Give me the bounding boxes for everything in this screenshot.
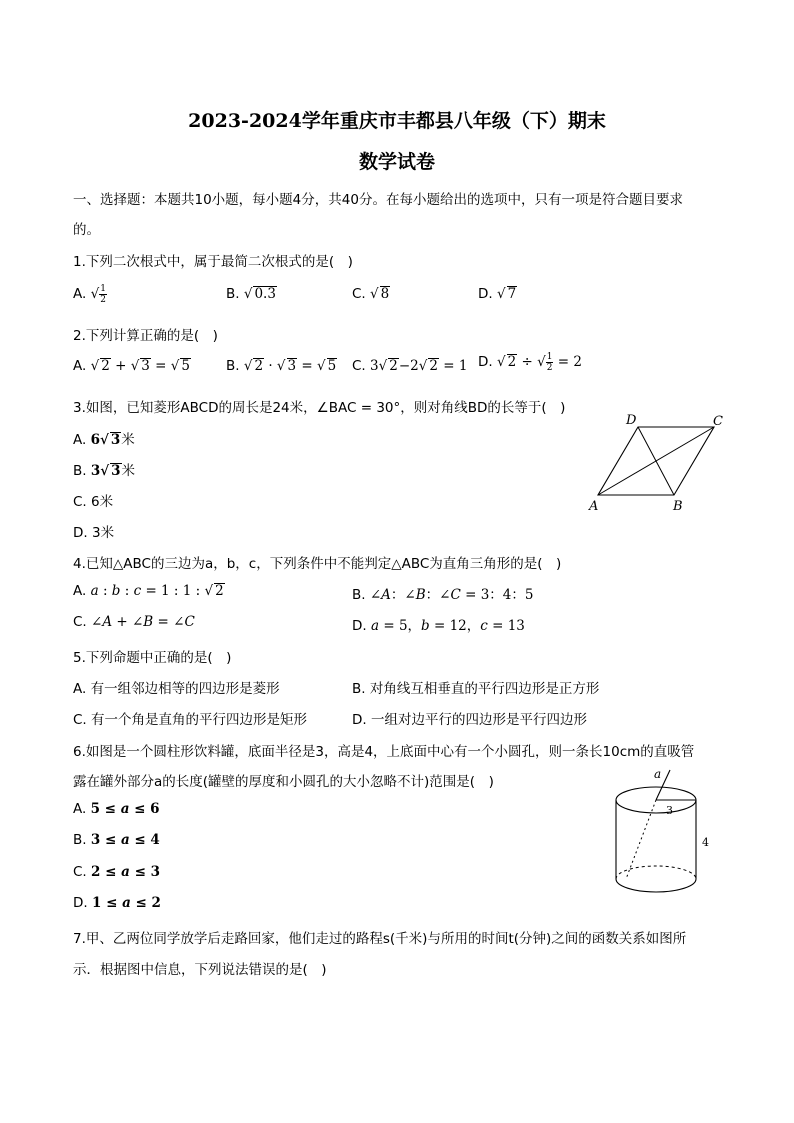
q3-option-c-label: C. xyxy=(73,494,87,510)
q7-stem-line2: 示．根据图中信息，下列说法错误的是( ) xyxy=(73,962,327,978)
q3-option-b: B. 3√ 3米 xyxy=(73,463,136,479)
q2-option-b-label: B. xyxy=(226,358,240,374)
q1-option-b-label: B. xyxy=(226,286,240,302)
q6-option-d-label: D. xyxy=(73,895,88,911)
straw-label-a: a xyxy=(654,767,662,781)
q1-option-c: C. √ 8 xyxy=(352,286,390,302)
q4-stem: 4.已知△ABC的三边为a，b，c，下列条件中不能判定△ABC为直角三角形的是( ) xyxy=(73,556,562,572)
q1-option-d-label: D. xyxy=(478,286,493,302)
q5-option-b-text: 对角线互相垂直的平行四边形是正方形 xyxy=(369,681,600,697)
q3-option-d xyxy=(73,521,114,541)
q5-option-c-text: 有一个角是直角的平行四边形是矩形 xyxy=(91,712,308,728)
q3-option-c-text: 6米 xyxy=(91,494,114,510)
section-intro-line1: 一、选择题：本题共10小题，每小题4分，共40分。在每小题给出的选项中，只有一项是符合题目要求 xyxy=(73,192,683,208)
radius-label: 3 xyxy=(666,804,673,817)
q6-stem-line1: 6.如图是一个圆柱形饮料罐，底面半径是3，高是4，上底面中心有一个小圆孔，则一条长10cm的直吸管 xyxy=(73,744,695,760)
height-label: 4 xyxy=(702,836,709,849)
q5-stem: 5.下列命题中正确的是( ) xyxy=(73,650,232,666)
q3-option-a: A. 6√ 3米 xyxy=(73,432,135,448)
q1-option-c-label: C. xyxy=(352,286,366,302)
q3-option-d-label: D. xyxy=(73,525,88,541)
cylinder-figure xyxy=(606,762,726,902)
q2-option-a: A. √ 2 + √ 3 = √ 5 xyxy=(73,358,190,374)
q4-option-d: D. a = 5，b = 12，c = 13 xyxy=(352,618,525,634)
q2-option-b: B. √ 2 · √ 3 = √ 5 xyxy=(226,358,337,374)
q3-option-b-label: B. xyxy=(73,463,87,479)
q2-option-d-label: D. xyxy=(478,354,493,370)
q6-option-c: C. 2 ≤ a ≤ 3 xyxy=(73,864,160,880)
q5-option-d-label: D. xyxy=(352,712,367,728)
q4-option-c: C. ∠A + ∠B = ∠C xyxy=(73,614,195,630)
vertex-label-c: C xyxy=(713,414,723,429)
q5-option-c-label: C. xyxy=(73,712,87,728)
q4-option-a-label: A. xyxy=(73,583,87,599)
q2-stem: 2.下列计算正确的是( ) xyxy=(73,328,218,344)
q5-option-b-label: B. xyxy=(352,681,366,697)
q3-option-a-label: A. xyxy=(73,432,87,448)
q6-option-d: D. 1 ≤ a ≤ 2 xyxy=(73,895,161,911)
q6-option-a: A. 5 ≤ a ≤ 6 xyxy=(73,801,160,817)
q6-option-a-label: A. xyxy=(73,801,87,817)
q1-stem: 1.下列二次根式中，属于最简二次根式的是( ) xyxy=(73,254,353,270)
q1-option-a-label: A. xyxy=(73,286,87,302)
q6-option-b-label: B. xyxy=(73,832,87,848)
vertex-label-b: B xyxy=(673,499,683,514)
vertex-label-d: D xyxy=(626,413,637,428)
q5-option-a xyxy=(73,677,280,697)
q1-option-d: D. √ 7 xyxy=(478,286,517,302)
q6-option-b: B. 3 ≤ a ≤ 4 xyxy=(73,832,160,848)
q2-option-c: C. 3√ 2−2√ 2 = 1 xyxy=(352,358,468,374)
q4-option-c-label: C. xyxy=(73,614,87,630)
rhombus-figure xyxy=(584,410,734,516)
q6-option-c-label: C. xyxy=(73,864,87,880)
q4-option-a: A. a : b : c = 1 : 1 : √ 2 xyxy=(73,583,224,599)
diagonal-bd xyxy=(638,427,674,495)
q6-stem-line2: 露在罐外部分a的长度(罐壁的厚度和小圆孔的大小忽略不计)范围是( ) xyxy=(73,774,494,790)
q1-option-b: B. √ 0.3 xyxy=(226,286,276,302)
q4-option-b-label: B. xyxy=(352,587,366,603)
q5-option-d xyxy=(352,708,587,728)
q5-option-a-text: 有一组邻边相等的四边形是菱形 xyxy=(90,681,280,697)
q3-option-c xyxy=(73,490,113,510)
cylinder-bottom-front xyxy=(616,879,696,892)
q2-option-c-label: C. xyxy=(352,358,366,374)
q7-stem-line1: 7.甲、乙两位同学放学后走路回家，他们走过的路程s(千米)与所用的时间t(分钟)之间的函数关系如图所 xyxy=(73,931,687,947)
cylinder-bottom-back xyxy=(616,866,696,879)
q3-option-d-text: 3米 xyxy=(91,525,115,541)
vertex-label-a: A xyxy=(589,499,599,514)
q5-option-d-text: 一组对边平行的四边形是平行四边形 xyxy=(370,712,587,728)
q5-option-b xyxy=(352,677,599,697)
q5-option-c xyxy=(73,708,307,728)
exam-subtitle: 数学试卷 xyxy=(358,151,435,173)
q5-option-a-label: A. xyxy=(73,681,87,697)
q2-option-a-label: A. xyxy=(73,358,87,374)
exam-title: 2023-2024学年重庆市丰都县八年级（下）期末 xyxy=(188,110,606,132)
q4-option-d-label: D. xyxy=(352,618,367,634)
q2-option-d: D. √ 2 ÷ √ $\frac{1}{2}$ = 2 xyxy=(478,352,582,373)
q3-stem: 3.如图，已知菱形ABCD的周长是24米，∠BAC = 30°，则对角线BD的长等于( ) xyxy=(73,400,566,416)
q4-option-b: B. ∠A：∠B：∠C = 3：4：5 xyxy=(352,587,534,603)
section-intro-line2: 的。 xyxy=(73,222,100,238)
q1-option-a: A. √ $\frac{1}{2}$ xyxy=(73,284,106,305)
